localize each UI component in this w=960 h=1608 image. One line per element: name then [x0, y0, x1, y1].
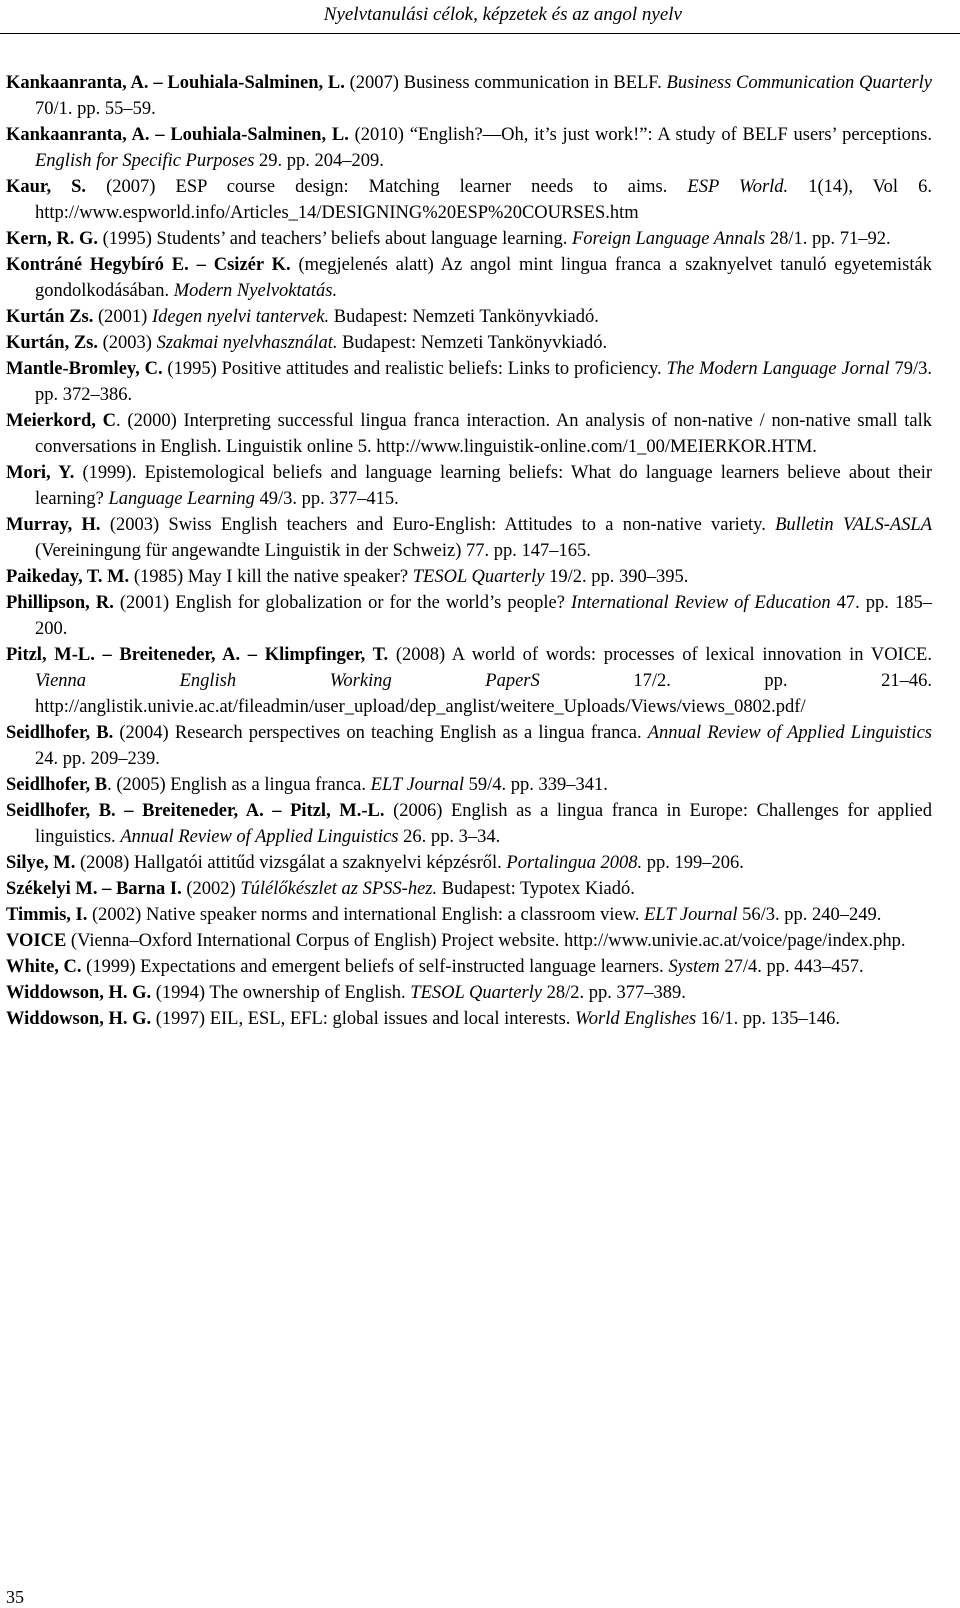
reference-entry [6, 772, 932, 798]
reference-entry [6, 564, 932, 590]
reference-text: (1995) Students’ and teachers’ beliefs about language learning. [97, 229, 572, 249]
reference-source-title: Portalingua 2008. [506, 853, 643, 873]
reference-text: 24. pp. 209–239. [35, 749, 160, 769]
reference-text: (2010) “English?—Oh, it’s just work!”: A study of BELF users’ perceptions. [348, 125, 932, 145]
reference-authors: Kontráné Hegybíró E. – Csizér K. [6, 255, 291, 275]
reference-source-title: Idegen nyelvi tantervek. [151, 307, 330, 327]
reference-text: (Vereiningung für angewandte Linguistik in der Schweiz) 77. pp. 147–165. [35, 541, 591, 561]
reference-source-title: World Englishes [575, 1009, 697, 1029]
reference-entry [6, 226, 932, 252]
reference-authors: Mori, Y. [6, 463, 75, 483]
reference-text: (2003) Swiss English teachers and Euro-English: Attitudes to a non-native variety. [100, 515, 776, 535]
reference-source-title: Business Communication Quarterly [666, 73, 932, 93]
reference-authors: Paikeday, T. M. [6, 567, 130, 587]
reference-source-title: Modern Nyelvoktatás. [173, 281, 338, 301]
reference-text: (1994) The ownership of English. [151, 983, 411, 1003]
reference-text: (2008) A world of words: processes of lexical innovation in VOICE. [388, 645, 932, 665]
reference-text: 70/1. pp. 55–59. [35, 99, 156, 119]
reference-source-title: Foreign Language Annals [571, 229, 766, 249]
reference-entry [6, 928, 932, 954]
reference-authors: Pitzl, M-L. – Breiteneder, A. – Klimpfinger, T. [6, 645, 389, 665]
reference-text: (2007) Business communication in BELF. [344, 73, 667, 93]
reference-authors: Widdowson, H. G. [6, 1009, 152, 1029]
reference-text: (2002) [181, 879, 241, 899]
reference-authors: Mantle-Bromley, C. [6, 359, 163, 379]
running-header [0, 0, 960, 44]
reference-authors: Silye, M. [6, 853, 76, 873]
reference-source-title: Annual Review of Applied Linguistics [647, 723, 932, 743]
reference-entry [6, 954, 932, 980]
reference-text: (1999) Expectations and emergent beliefs of self-instructed language learners. [81, 957, 669, 977]
reference-text: . (2000) Interpreting successful lingua franca interaction. An analysis of non-native / non-native small talk conversations in English. Linguistik online 5. http://www.linguistik-online.com/1_00/MEIERKOR.HTM. [35, 411, 933, 457]
reference-authors: Phillipson, R. [6, 593, 114, 613]
reference-text: Budapest: Nemzeti Tankönyvkiadó. [329, 307, 599, 327]
reference-source-title: Language Learning [108, 489, 255, 509]
reference-authors: Kankaanranta, A. – Louhiala-Salminen, L. [6, 125, 349, 145]
reference-entry [6, 304, 932, 330]
reference-entry [6, 720, 932, 772]
header-divider [0, 33, 960, 34]
reference-source-title: Annual Review of Applied Linguistics [120, 827, 399, 847]
page-number: 35 [6, 1587, 24, 1607]
reference-entry [6, 798, 932, 850]
reference-text: (2004) Research perspectives on teaching English as a lingua franca. [113, 723, 648, 743]
reference-entry [6, 330, 932, 356]
reference-source-title: ELT Journal [370, 775, 464, 795]
reference-text: 29. pp. 204–209. [254, 151, 384, 171]
running-header-title: Nyelvtanulási célok, képzetek és az angol nyelv [323, 4, 682, 25]
reference-source-title: Túlélőkészlet az SPSS-hez. [240, 879, 438, 899]
reference-text: 17/2. pp. 21–46. http://anglistik.univie.ac.at/fileadmin/user_upload/dep_anglist/weitere_Uploads/Views/views_0802.pdf/ [35, 671, 932, 717]
reference-entry [6, 876, 932, 902]
reference-text: 19/2. pp. 390–395. [544, 567, 689, 587]
reference-authors: Kurtán Zs. [6, 307, 94, 327]
reference-text: Budapest: Nemzeti Tankönyvkiadó. [337, 333, 608, 353]
reference-entry [6, 850, 932, 876]
reference-entry [6, 174, 932, 226]
reference-text: (1985) May I kill the native speaker? [129, 567, 413, 587]
reference-source-title: System [668, 957, 720, 977]
reference-text: 27/4. pp. 443–457. [719, 957, 864, 977]
reference-entry [6, 408, 932, 460]
reference-source-title: English for Specific Purposes [35, 151, 255, 171]
reference-text: (2001) [93, 307, 152, 327]
reference-text: (2006) English as a lingua franca in Europe: Challenges for applied linguistics. [35, 801, 932, 847]
reference-entry [6, 902, 932, 928]
reference-text: (megjelenés alatt) Az angol mint lingua franca a szaknyelvet tanuló egyetemisták gondolkodásában. [35, 255, 932, 301]
reference-text: 1(14), Vol 6. http://www.espworld.info/Articles_14/DESIGNING%20ESP%20COURSES.htm [35, 177, 933, 223]
reference-text: 49/3. pp. 377–415. [254, 489, 399, 509]
reference-text: (Vienna–Oxford International Corpus of English) Project website. http://www.univie.ac.at/voice/page/index.php. [66, 931, 906, 951]
reference-source-title: TESOL Quarterly [410, 983, 543, 1003]
reference-entry [6, 590, 932, 642]
reference-text: (2002) Native speaker norms and international English: a classroom view. [87, 905, 645, 925]
reference-text: 28/2. pp. 377–389. [542, 983, 686, 1003]
reference-authors: Kurtán, Zs. [6, 333, 99, 353]
reference-authors: Seidlhofer, B. – Breiteneder, A. – Pitzl, M.-L. [6, 801, 385, 821]
reference-text: 47. pp. 185–200. [35, 593, 932, 639]
reference-text: . (2005) English as a lingua franca. [107, 775, 371, 795]
reference-authors: VOICE [6, 931, 67, 951]
reference-text: (2007) ESP course design: Matching learner needs to aims. [86, 177, 688, 197]
reference-source-title: ESP World. [687, 177, 789, 197]
reference-text: (2003) [98, 333, 157, 353]
reference-authors: White, C. [6, 957, 82, 977]
reference-text: Budapest: Typotex Kiadó. [437, 879, 635, 899]
reference-authors: Seidlhofer, B. [6, 723, 114, 743]
reference-text: 56/3. pp. 240–249. [737, 905, 882, 925]
reference-text: 28/1. pp. 71–92. [765, 229, 891, 249]
reference-authors: Murray, H. [6, 515, 101, 535]
reference-authors: Kankaanranta, A. – Louhiala-Salminen, L. [6, 73, 345, 93]
reference-source-title: International Review of Education [570, 593, 831, 613]
reference-entry [6, 252, 932, 304]
reference-authors: Seidlhofer, B [6, 775, 108, 795]
reference-source-title: TESOL Quarterly [412, 567, 545, 587]
reference-entry [6, 122, 932, 174]
reference-text: 16/1. pp. 135–146. [696, 1009, 841, 1029]
reference-entry [6, 1006, 932, 1032]
reference-text: pp. 199–206. [642, 853, 744, 873]
reference-source-title: The Modern Language Jornal [666, 359, 890, 379]
reference-entry [6, 642, 932, 720]
reference-source-title: Bulletin VALS-ASLA [775, 515, 933, 535]
reference-text: 79/3. pp. 372–386. [35, 359, 933, 405]
reference-authors: Timmis, I. [6, 905, 88, 925]
reference-text: (2008) Hallgatói attitűd vizsgálat a szaknyelvi képzésről. [75, 853, 507, 873]
reference-entry [6, 512, 932, 564]
reference-source-title: Szakmai nyelvhasználat. [156, 333, 338, 353]
reference-text: (1997) EIL, ESL, EFL: global issues and local interests. [151, 1009, 576, 1029]
reference-source-title: Vienna English Working PaperS [35, 671, 540, 691]
reference-text: (1999). Epistemological beliefs and language learning beliefs: What do language learners believe about their learning? [35, 463, 932, 509]
reference-text: 26. pp. 3–34. [398, 827, 501, 847]
reference-text: 59/4. pp. 339–341. [464, 775, 608, 795]
reference-entry [6, 980, 932, 1006]
reference-source-title: ELT Journal [644, 905, 738, 925]
reference-list [6, 70, 932, 1032]
reference-text: (2001) English for globalization or for the world’s people? [113, 593, 571, 613]
reference-text: (1995) Positive attitudes and realistic beliefs: Links to proficiency. [162, 359, 667, 379]
reference-authors: Meierkord, C [6, 411, 117, 431]
reference-authors: Székelyi M. – Barna I. [6, 879, 182, 899]
reference-entry [6, 70, 932, 122]
reference-authors: Kern, R. G. [6, 229, 98, 249]
reference-entry [6, 356, 932, 408]
reference-authors: Kaur, S. [6, 177, 87, 197]
reference-entry [6, 460, 932, 512]
reference-authors: Widdowson, H. G. [6, 983, 152, 1003]
